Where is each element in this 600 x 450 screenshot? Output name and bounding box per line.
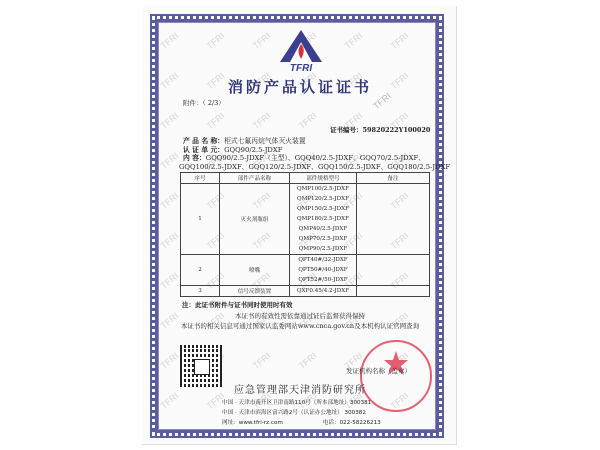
field-product-name: 产 品 名 称：柜式七氟丙烷气体灭火装置 (183, 137, 306, 145)
model-item: QMP90/2.5-JDXF (298, 246, 348, 252)
certificate-number: 证书编号：59820222Y100020 (330, 126, 431, 134)
model-list (290, 184, 357, 255)
model-list (290, 255, 357, 286)
tfri-logo (276, 28, 326, 72)
model-item: QMP40/2.5-JDXF (298, 226, 348, 232)
issuer-label: 发证机构名称（盖章） (346, 367, 411, 375)
attachment-note: 注：此证书附件与证书同时使用时有效 (182, 301, 293, 309)
model-item: QMP180/2.5-JDXF (296, 216, 349, 222)
model-item: QMP70/2.5-JDXF (298, 236, 348, 242)
field-content-cont: GQQ100/2.5-JDXF、GQQ120/2.5-JDXF、GQQ150/2.5-JDXF、GQQ180/2.5-JDXF (179, 162, 451, 171)
certificate-title: 消防产品认证证书 (227, 78, 372, 96)
model-item: QPT50#/40-JDXF (298, 267, 348, 273)
components-table (180, 172, 430, 297)
product-fields (179, 137, 451, 171)
svg-text:TFRI: TFRI (289, 63, 313, 72)
watermark-text: TFRI (371, 90, 393, 112)
institute-name: 应急管理部天津消防研究所 (234, 385, 366, 396)
table-row: 1 灭火剂瓶组 QMP100/2.5-JDXF QMP120/2.5-JDXF QMP150/2.5-JDXF QMP180/2.5-JDXF QMP40/2.5-JDXF QMP70/2.5-JDXF QMP90/2.5-JDXF (181, 184, 430, 255)
info-statement: 本证书的相关信息可通过国家认监委网站www.cnca.gov.cn及本机构认证官网查询 (180, 322, 420, 330)
address-2: 中国 · 天津市滨海区富兴路2号（认证办公地址） 300382 (222, 410, 366, 416)
web-phone: 网址：www.tfri-rz.com 电话：022-58226213 (222, 420, 381, 426)
table-header: 序号 部件产品名称 部件规格型号 备注 (181, 173, 430, 184)
model-item: QPT52#/50-JDXF (298, 277, 348, 283)
table-row: 2 喷嘴 QPT40#/32-JDXF QPT50#/40-JDXF QPT52#/50-JDXF (181, 255, 430, 286)
model-item: QMP150/2.5-JDXF (296, 206, 349, 212)
model-item: QMP100/2.5-JDXF (296, 186, 349, 192)
model-item: QXF0.45/4.2-JDXF (296, 288, 350, 294)
model-item: QMP120/2.5-JDXF (296, 196, 349, 202)
model-item: QPT40#/32-JDXF (298, 257, 348, 263)
field-cert-unit: 认 证 单 元：GQQ90/2.5-JDXF (183, 145, 283, 154)
model-list (290, 286, 357, 297)
contact-info (222, 398, 381, 428)
field-content: 内 容：GQQ90/2.5-JDXF（主型）、GQQ40/2.5-JDXF、GQQ70/2.5-JDXF、 (183, 154, 425, 162)
attachment-label: 附件：（ 2/3） (183, 99, 225, 107)
table-row: 3 信号反馈装置 QXF0.45/4.2-JDXF (181, 286, 430, 297)
address-1: 中国 · 天津市南开区卫津南路110号（所本部地址）300381 (222, 400, 372, 406)
validity-statement: 本证书的有效性需依靠通过证后监督获得保持 (235, 312, 365, 320)
